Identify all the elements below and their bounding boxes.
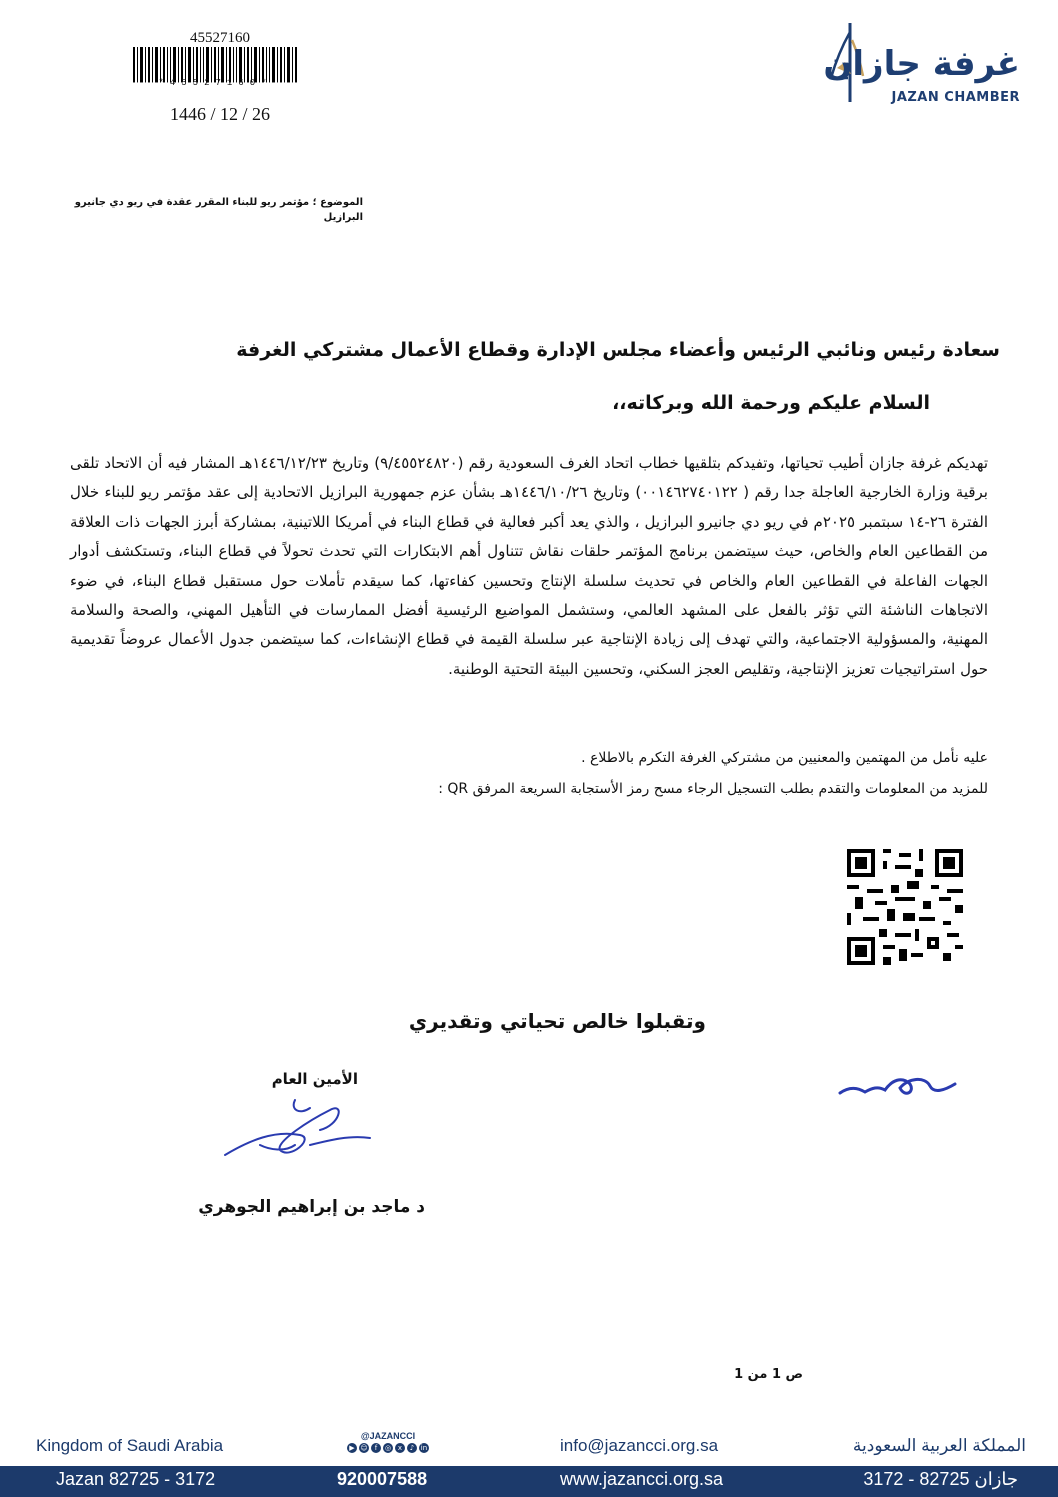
footer-email[interactable]: info@jazancci.org.sa [560,1436,719,1455]
page-number: ص 1 من 1 [734,1367,803,1382]
logo-arabic-name: غرفة جازان [823,44,1020,84]
snapchat-icon[interactable]: ☺ [360,1444,368,1452]
footer-phone[interactable]: 920007588 [337,1469,428,1489]
tiktok-icon[interactable]: ♪ [407,1443,417,1453]
logo-english-name: JAZAN CHAMBER [891,90,1020,105]
stamp-signature-icon [830,1058,960,1108]
signatory-title: الأمين العام [271,1070,358,1088]
letter-body: تهديكم غرفة جازان أطيب تحياتها، وتفيدكم بتلقيها خطاب اتحاد الغرف السعودية رقم (٩/٤٥٥٢٤٨٢٠) وتاريخ ١٤٤٦/١٢/٢٣هـ المشار فيه أن الاتحاد تلقى برقية وزارة الخارجية العاجلة جدا رقم ( ٠٠١٤٦٢٧٤٠١٢٢) وتاريخ ١٤٤٦/١٠/٢٦هـ بشأن عزم جمهورية البرازيل الاتحادية إلى عقد مؤتمر ريو للبناء خلال الفترة ٢٦-١٤ سبتمبر ٢٠٢٥م في ريو دي جانيرو البرازيل ، والذي يعد أكبر فعالية في قطاع البناء في أمريكا اللاتينية، بمشاركة أبرز الجهات ذات العلاقة من القطاعين العام والخاص، حيث سيتضمن برنامج المؤتمر حلقات نقاش تتناول أهم الابتكارات التي تحدث تحولاً في قطاع البناء، وتستكشف أدوار الجهات الفاعلة في القطاعين العام والخاص في تحديث سلسلة الإنتاج وتحسين كفاءتها، كما سيقدم تأملات حول مستقبل قطاع البناء، في ضوء الاتجاهات الناشئة التي تؤثر بالفعل على المشهد العالمي، وستشمل المواضيع الرئيسية أفضل الممارسات في التأهيل المهني، والصحة والسلامة المهنية، والمسؤولية الاجتماعية، والتي تهدف إلى زيادة الإنتاجية عبر سلسلة القيمة في قطاع الإنشاءات، كما سيتضمن جدول الأعمال عروضاً تقديمية حول استراتيجيات تعزيز الإنتاجية، وتقليص العجز السكني، وتحسين البيئة التحتية الوطنية. [70,454,989,678]
qr-code[interactable] [847,849,963,965]
facebook-icon[interactable]: f [371,1443,381,1453]
footer-address-ar: جازان 82725 - 3172 [863,1469,1018,1489]
linkedin-icon[interactable]: in [420,1444,428,1452]
footer-country-ar: المملكة العربية السعودية [852,1436,1026,1455]
signatory-name: د ماجد بن إبراهيم الجوهري [198,1197,425,1217]
hijri-date: 1446 / 12 / 26 [169,104,270,124]
letter-addressee: سعادة رئيس ونائبي الرئيس وأعضاء مجلس الإدارة وقطاع الأعمال مشتركي الغرفة [236,339,1000,361]
registration-note: للمزيد من المعلومات والتقدم بطلب التسجيل الرجاء مسح رمز الأستجابة السريعة المرفق QR : [438,781,988,797]
instagram-icon[interactable]: ◎ [384,1444,392,1452]
footer-country-en: Kingdom of Saudi Arabia [36,1436,224,1455]
letter-closing: وتقبلوا خالص تحياتي وتقديري [408,1009,706,1033]
letter-greeting: السلام عليكم ورحمة الله وبركاته،، [612,392,930,414]
social-handle[interactable]: @JAZANCCI [360,1431,416,1441]
signature-icon [220,1090,380,1170]
letter-subject: الموضوع ؛ مؤتمر ريو للبناء المقرر عقدة في ريو دي جانيرو البرازيل [74,197,363,223]
youtube-icon[interactable]: ▶ [347,1443,357,1453]
letter-note: عليه نأمل من المهتمين والمعنيين من مشتركي الغرفة التكرم بالاطلاع . [581,750,988,766]
x-icon[interactable]: x [395,1443,405,1453]
footer-address-en: Jazan 82725 - 3172 [56,1469,216,1489]
social-icons [342,1443,434,1457]
footer-website[interactable]: www.jazancci.org.sa [560,1469,724,1489]
reference-number: 45527160 [190,30,250,46]
barcode-caption: *45527160* [158,78,273,88]
